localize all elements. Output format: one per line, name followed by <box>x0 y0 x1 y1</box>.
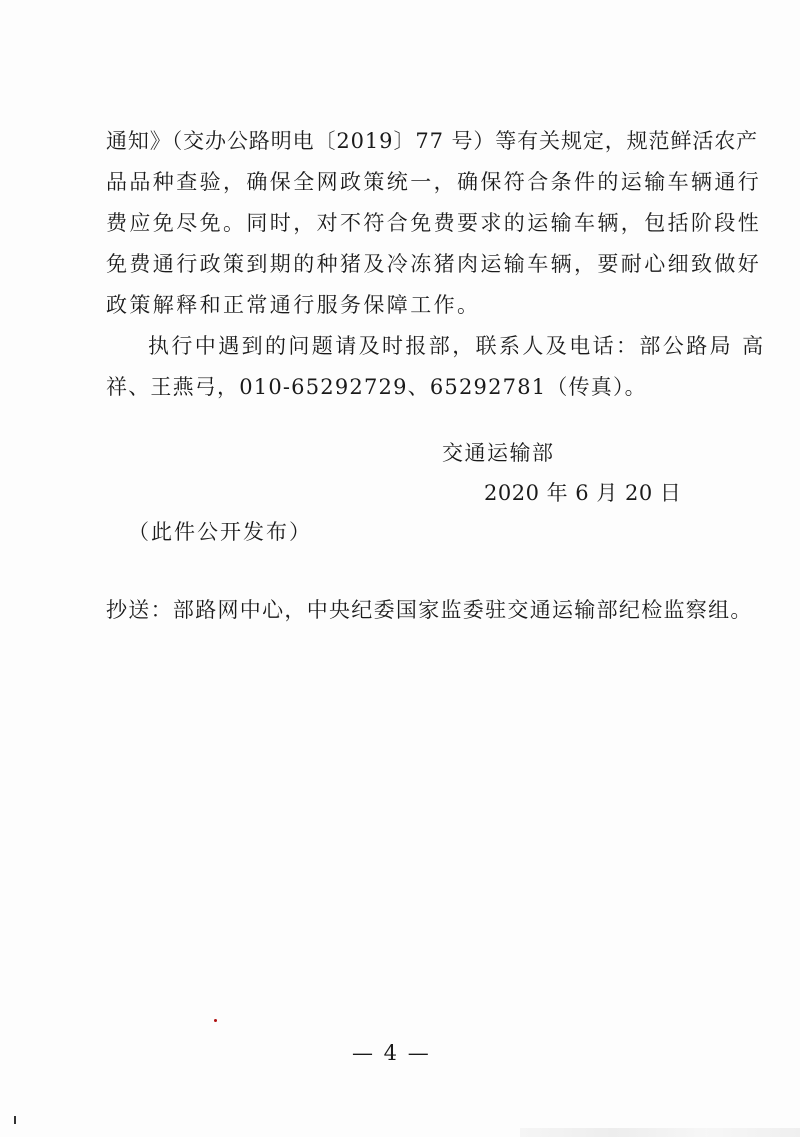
paragraph-line-4: 免费通行政策到期的种猪及冷冻猪肉运输车辆，要耐心细致做好 <box>106 252 762 276</box>
scan-speck <box>214 1019 217 1022</box>
page-number: — 4 — <box>352 1041 431 1065</box>
contact-line-2: 祥、王燕弓，010-65292729、65292781（传真）。 <box>106 375 647 399</box>
issue-date: 2020 年 6 月 20 日 <box>484 481 682 505</box>
contact-line-1: 执行中遇到的问题请及时报部，联系人及电话：部公路局 高 <box>148 334 766 358</box>
issuer-name: 交通运输部 <box>442 441 555 465</box>
cc-line: 抄送：部路网中心，中央纪委国家监委驻交通运输部纪检监察组。 <box>106 598 753 622</box>
publication-note: （此件公开发布） <box>128 520 312 544</box>
scan-edge-strip <box>520 1128 800 1137</box>
paragraph-line-2: 品品种查验，确保全网政策统一，确保符合条件的运输车辆通行 <box>106 170 762 194</box>
paragraph-line-1: 通知》（交办公路明电〔2019〕77 号）等有关规定，规范鲜活农产 <box>106 129 759 153</box>
paragraph-line-5: 政策解释和正常通行服务保障工作。 <box>106 293 481 317</box>
paragraph-line-3: 费应免尽免。同时，对不符合免费要求的运输车辆，包括阶段性 <box>106 211 762 235</box>
scan-edge-mark <box>14 1116 16 1124</box>
